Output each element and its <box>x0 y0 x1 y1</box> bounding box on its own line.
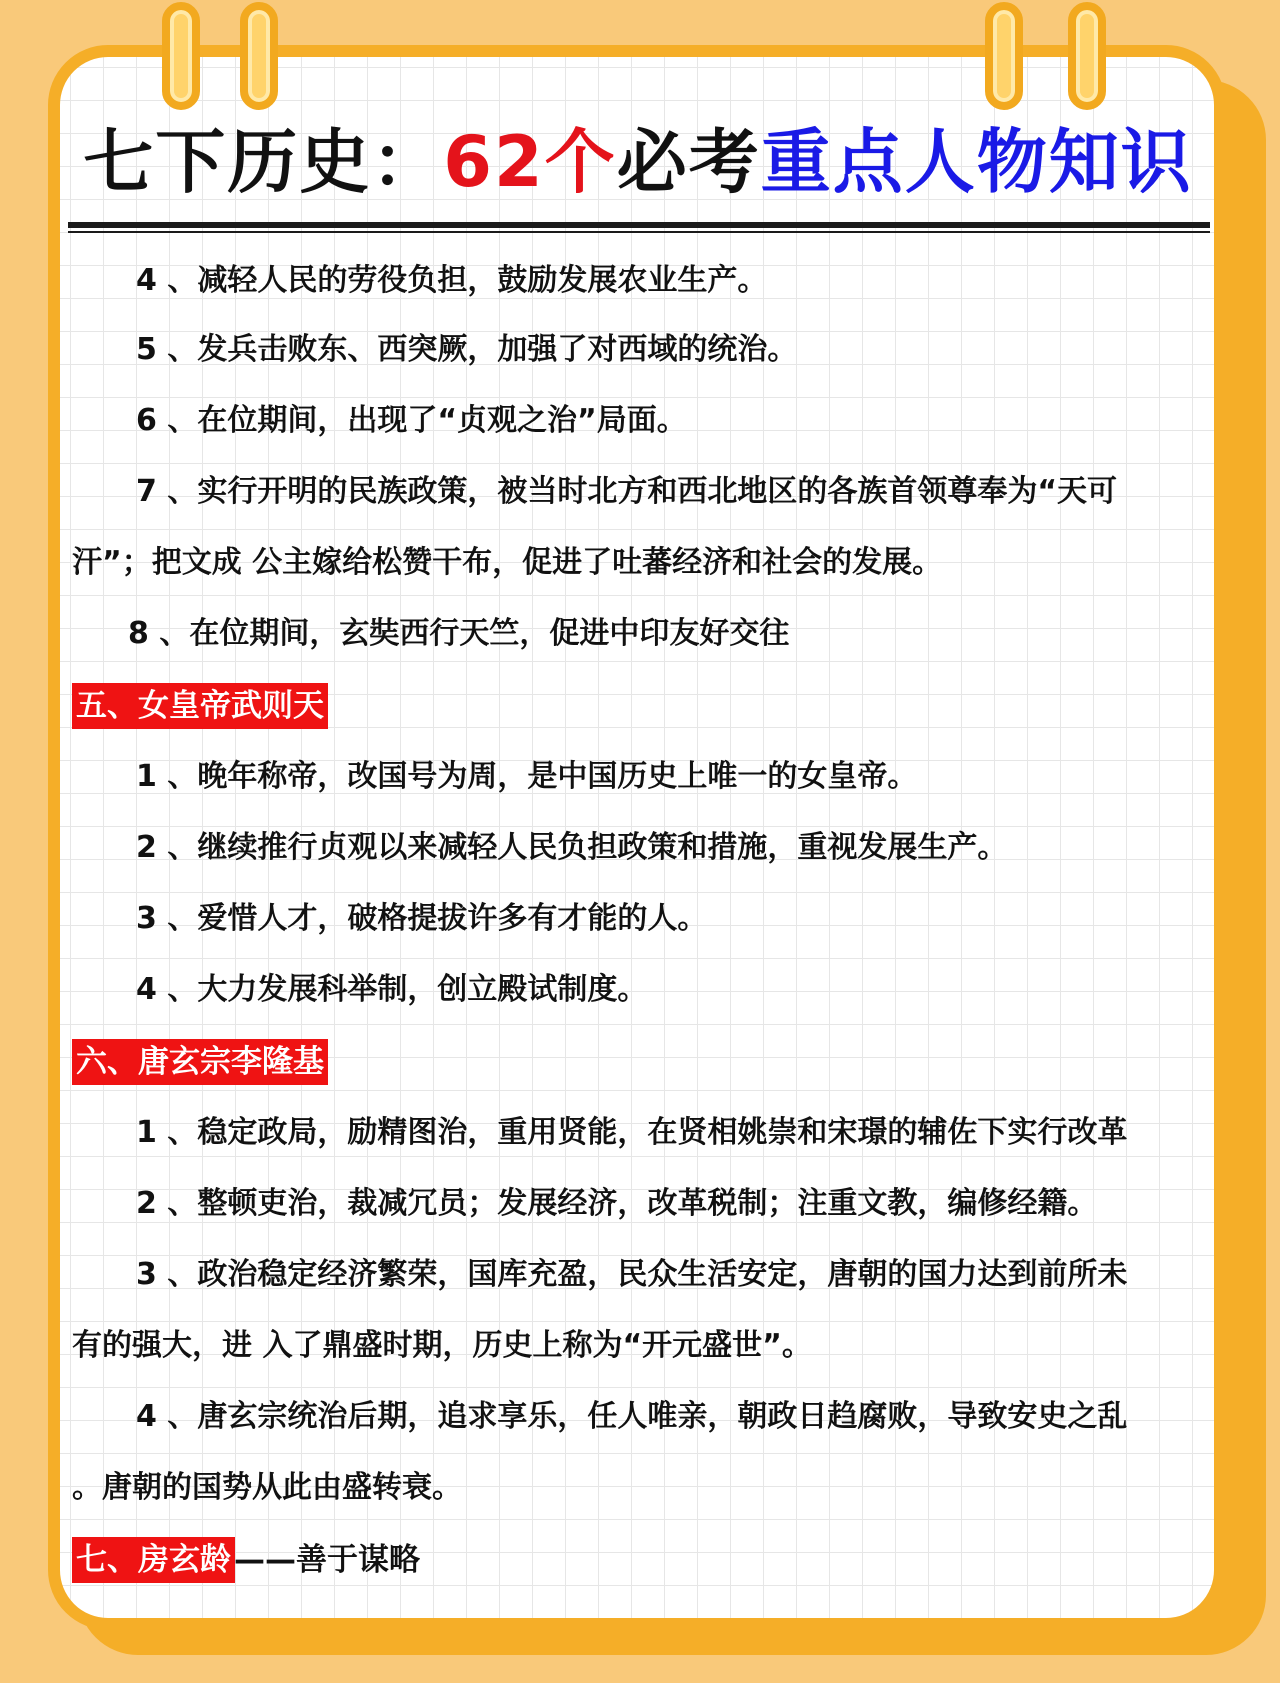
section-heading-wu-zetian: 五、女皇帝武则天 <box>72 683 328 729</box>
text-line: 有的强大，进 入了鼎盛时期，历史上称为“开元盛世”。 <box>72 1328 812 1363</box>
title-divider-thin <box>68 231 1210 233</box>
title-part-3: 必考 <box>616 121 761 203</box>
text-line: 3 、政治稳定经济繁荣，国库充盈，民众生活安定，唐朝的国力达到前所未 <box>136 1257 1128 1292</box>
binder-ring-icon <box>240 2 278 110</box>
text-line: 1 、稳定政局，励精图治，重用贤能，在贤相姚崇和宋璟的辅佐下实行改革 <box>136 1115 1128 1150</box>
section-heading-suffix: ——善于谋略 <box>234 1542 420 1578</box>
text-line: 2 、继续推行贞观以来减轻人民负担政策和措施，重视发展生产。 <box>136 830 1008 865</box>
title-part-4: 重点人物知识 <box>760 121 1193 203</box>
title-divider <box>68 222 1210 228</box>
page-title <box>48 112 1228 212</box>
section-heading-fang-xuanling: 七、房玄龄 <box>72 1537 235 1583</box>
text-line: 6 、在位期间，出现了“贞观之治”局面。 <box>136 403 687 438</box>
text-line: 5 、发兵击败东、西突厥，加强了对西域的统治。 <box>136 332 798 367</box>
text-line: 2 、整顿吏治，裁减冗员；发展经济，改革税制；注重文教，编修经籍。 <box>136 1186 1098 1221</box>
text-line: 3 、爱惜人才，破格提拔许多有才能的人。 <box>136 901 708 936</box>
text-line: 1 、晚年称帝，改国号为周，是中国历史上唯一的女皇帝。 <box>136 759 918 794</box>
text-line: 8 、在位期间，玄奘西行天竺，促进中印友好交往 <box>128 616 790 651</box>
section-heading-tang-xuanzong: 六、唐玄宗李隆基 <box>72 1039 328 1085</box>
text-line: 4 、减轻人民的劳役负担，鼓励发展农业生产。 <box>136 263 768 298</box>
binder-ring-icon <box>985 2 1023 110</box>
text-line: 汗”；把文成 公主嫁给松赞干布，促进了吐蕃经济和社会的发展。 <box>72 545 943 580</box>
text-line: 7 、实行开明的民族政策，被当时北方和西北地区的各族首领尊奉为“天可 <box>136 474 1118 509</box>
binder-ring-icon <box>1068 2 1106 110</box>
title-part-2: 62个 <box>443 121 617 203</box>
binder-ring-icon <box>162 2 200 110</box>
text-line: 。唐朝的国势从此由盛转衰。 <box>72 1470 462 1505</box>
title-part-1: 七下历史： <box>83 121 444 203</box>
text-line: 4 、大力发展科举制，创立殿试制度。 <box>136 972 648 1007</box>
text-line: 4 、唐玄宗统治后期，追求享乐，任人唯亲，朝政日趋腐败，导致安史之乱 <box>136 1399 1128 1434</box>
